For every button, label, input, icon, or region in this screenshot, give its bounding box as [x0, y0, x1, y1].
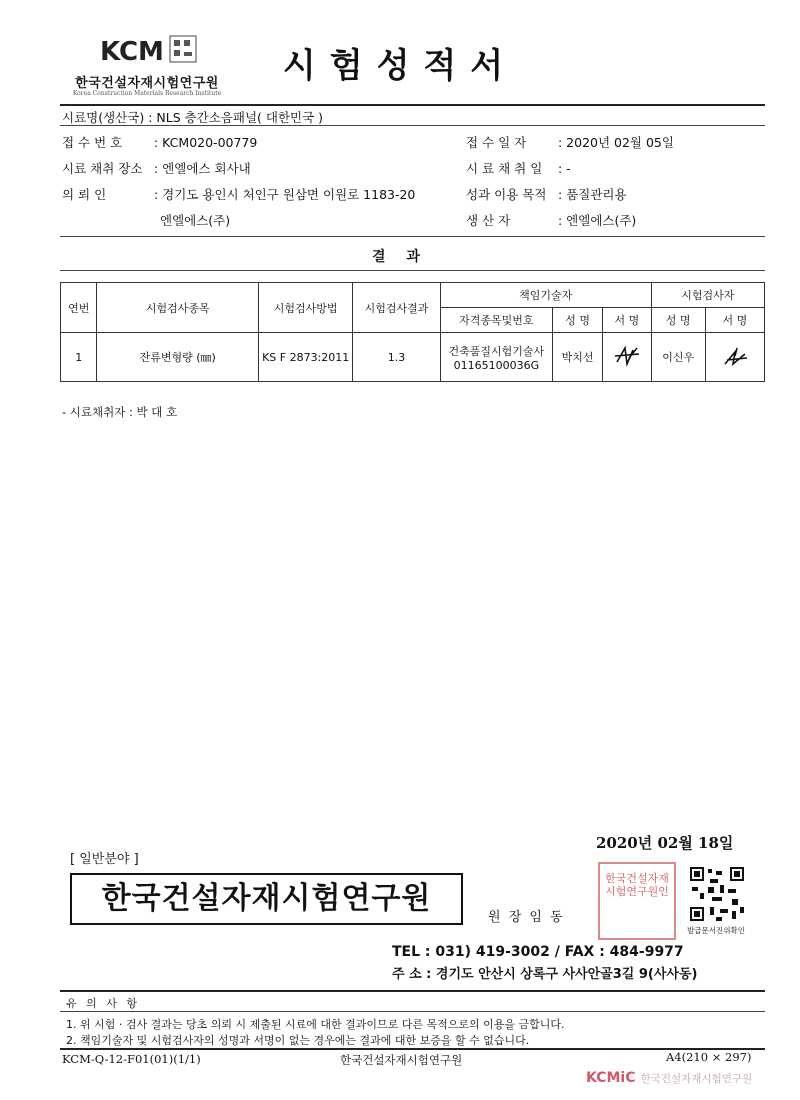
- receipt-date-row: [466, 133, 674, 151]
- watermark-name: 한국건설자재시험연구원: [640, 1073, 753, 1085]
- table-row: [61, 333, 765, 382]
- info-bottom-divider: [60, 236, 765, 237]
- client-label: 의 뢰 인: [62, 187, 107, 202]
- sample-name-value: : NLS 층간소음패널( 대한민국 ): [148, 110, 324, 125]
- info-divider: [60, 125, 765, 126]
- issue-date: 2020년 02월 18일: [596, 834, 734, 852]
- sample-name-label: 시료명(생산국): [62, 110, 145, 125]
- header-tester-signature: 서 명: [705, 308, 764, 333]
- header-divider: [60, 104, 765, 106]
- logo-mark-text: KCM: [100, 37, 164, 67]
- header-method: 시험검사방법: [259, 283, 353, 333]
- notes-heading-divider: [60, 1011, 765, 1012]
- receipt-date-value: : 2020년 02월 05일: [557, 135, 674, 150]
- header-engineer-signature: 서 명: [603, 308, 652, 333]
- footer-watermark: [586, 1067, 776, 1091]
- purpose-label: 성과 이용 목적: [466, 187, 547, 202]
- notes-bottom-divider: [60, 1048, 765, 1050]
- cell-engineer-name: 박치선: [553, 333, 603, 382]
- sampler-note: - 시료채취자 : 박 대 호: [62, 405, 178, 419]
- notes-top-divider: [60, 990, 765, 992]
- sampling-place-value: : 엔엘에스 회사내: [153, 161, 251, 176]
- receipt-date-label: 접 수 일 자: [466, 135, 527, 150]
- header-seq: 연번: [61, 283, 97, 333]
- cell-item: 잔류변형량 (㎜): [97, 333, 259, 382]
- purpose-row: [466, 185, 627, 203]
- cell-qualification: [440, 333, 552, 382]
- sampling-place-row: [62, 159, 251, 177]
- client-name: 엔엘에스(주): [160, 213, 231, 228]
- results-divider: [60, 270, 765, 271]
- paper-size: A4(210 × 297): [666, 1050, 752, 1064]
- watermark-mark: KCMiC: [586, 1070, 636, 1086]
- qr-caption: 발급문서진위확인: [687, 926, 745, 935]
- director-name: 원 장 임 동: [488, 910, 565, 925]
- institute-address: 주 소 : 경기도 안산시 상록구 사사안골3길 9(사사동): [392, 967, 698, 982]
- qr-code-icon: [688, 865, 746, 923]
- client-row: [62, 185, 415, 203]
- tel-fax: TEL : 031) 419-3002 / FAX : 484-9977: [392, 944, 684, 960]
- sampling-date-label: 시 료 채 취 일: [466, 161, 543, 176]
- sample-name-row: [62, 108, 323, 126]
- cell-tester-name: 이신우: [651, 333, 705, 382]
- producer-value: : 엔엘에스(주): [557, 213, 637, 228]
- official-seal: 한국건설자재시험연구원인: [598, 862, 676, 940]
- qualification-number: 01165100036G: [453, 358, 540, 372]
- cell-engineer-signature: [603, 333, 652, 382]
- receipt-no-value: : KCM020-00779: [153, 135, 258, 150]
- sampling-date-value: : -: [557, 161, 571, 176]
- cell-result: 1.3: [353, 333, 440, 382]
- purpose-value: : 품질관리용: [557, 187, 627, 202]
- receipt-no-row: [62, 133, 257, 151]
- note-item-1: 1. 위 시험 · 검사 결과는 당초 의뢰 시 제출된 시료에 대한 결과이므로 다른 목적으로의 이용을 금합니다.: [66, 1018, 565, 1031]
- qualification-title: 건축품질시험기술사: [448, 344, 545, 358]
- logo-english: Korea Construction Materials Research Institute: [72, 90, 222, 97]
- header-engineer-name: 성 명: [553, 308, 603, 333]
- engineer-signature-icon: [613, 344, 641, 368]
- footer-institute: 한국건설자재시험연구원: [340, 1053, 463, 1067]
- header-tester-name: 성 명: [651, 308, 705, 333]
- document-title: 시험성적서: [282, 46, 518, 86]
- sampling-date-row: [466, 159, 571, 177]
- tester-signature-icon: [721, 344, 749, 368]
- form-code: KCM-Q-12-F01(01)(1/1): [62, 1052, 201, 1066]
- header-tester: 시험검사자: [651, 283, 764, 308]
- results-heading: 결 과: [372, 249, 428, 265]
- receipt-no-label: 접 수 번 호: [62, 135, 123, 150]
- producer-row: [466, 211, 636, 229]
- header-result: 시험검사결과: [353, 283, 440, 333]
- header-item: 시험검사종목: [97, 283, 259, 333]
- cell-method: KS F 2873:2011: [259, 333, 353, 382]
- field-label: [ 일반분야 ]: [70, 852, 139, 867]
- client-address: : 경기도 용인시 처인구 원삼면 이원로 1183-20: [153, 187, 416, 202]
- notes-heading: 유 의 사 항: [66, 997, 140, 1010]
- header-qualification: 자격종목및번호: [440, 308, 552, 333]
- cell-tester-signature: [705, 333, 764, 382]
- results-table: [60, 282, 765, 382]
- institute-name: 한국건설자재시험연구원: [70, 873, 463, 925]
- header-responsible-engineer: 책임기술자: [440, 283, 651, 308]
- cell-seq: 1: [61, 333, 97, 382]
- producer-label: 생 산 자: [466, 213, 511, 228]
- logo-name: 한국건설자재시험연구원: [75, 76, 219, 91]
- note-item-2: 2. 책임기술자 및 시험검사자의 성명과 서명이 없는 경우에는 결과에 대한 보증을 할 수 없습니다.: [66, 1034, 530, 1047]
- sampling-place-label: 시료 채취 장소: [62, 161, 143, 176]
